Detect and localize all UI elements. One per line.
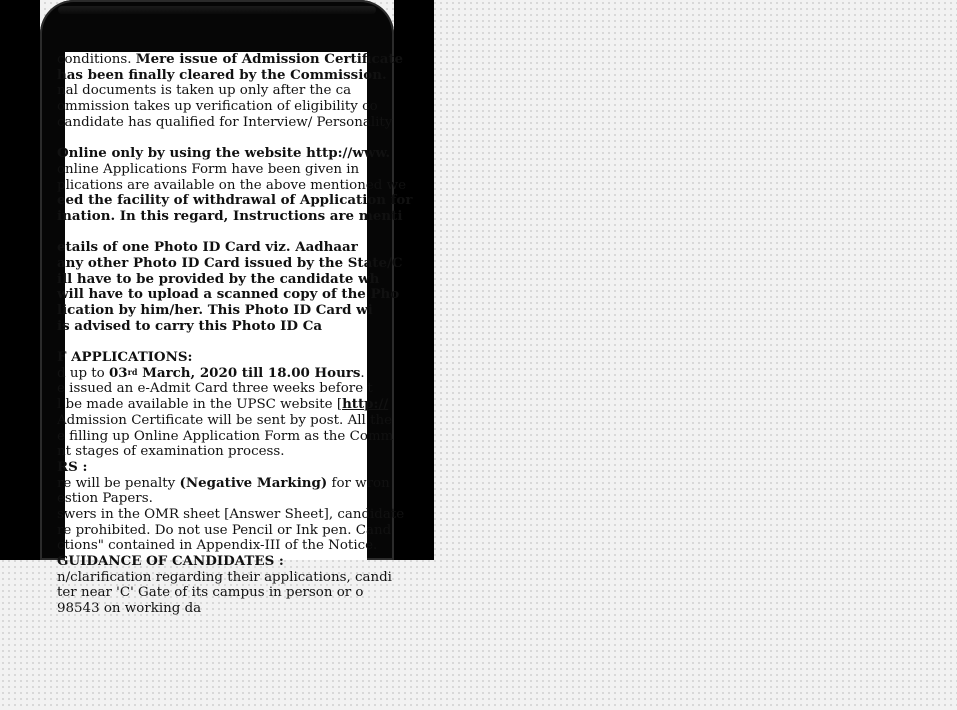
text-run: Mere issue of Admission Certificate bbox=[135, 51, 404, 67]
text-line bbox=[57, 381, 957, 397]
text-line bbox=[57, 162, 957, 178]
text-run: any other Photo ID Card issued by the State/C bbox=[57, 254, 403, 271]
text-run: 98543 on working da bbox=[57, 601, 202, 617]
text-run: e issued an e-Admit Card three weeks before t bbox=[57, 381, 373, 397]
text-line bbox=[57, 209, 957, 225]
text-line bbox=[57, 303, 957, 319]
text-line bbox=[57, 397, 957, 413]
blank-line bbox=[57, 225, 957, 241]
text-line bbox=[57, 460, 957, 476]
text-line bbox=[57, 429, 957, 445]
text-run: Admission Certificate will be sent by post. All the bbox=[57, 412, 392, 428]
text-line bbox=[57, 523, 957, 539]
blank-line bbox=[57, 130, 957, 146]
text-run: is advised to carry this Photo ID Ca bbox=[57, 317, 323, 334]
text-run: plications are available on the above mentioned we bbox=[57, 177, 407, 193]
text-run: will have to upload a scanned copy of the Pho bbox=[57, 286, 400, 303]
text-run: ctions" contained in Appendix-III of the Notice. bbox=[57, 538, 378, 554]
text-run: n/clarification regarding their applications, candi bbox=[57, 569, 392, 585]
text-run: e filling up Online Application Form as the Comm bbox=[57, 428, 394, 444]
text-line bbox=[57, 52, 957, 68]
tablet-screen bbox=[57, 51, 413, 617]
text-run: etails of one Photo ID Card viz. Aadhaar bbox=[57, 239, 358, 256]
text-run: eed the facility of withdrawal of Application for bbox=[57, 192, 413, 209]
text-line bbox=[57, 350, 957, 366]
text-line bbox=[57, 83, 957, 99]
text-line bbox=[57, 366, 957, 382]
text-run: l be made available in the UPSC website [ bbox=[57, 397, 343, 413]
text-line bbox=[57, 193, 957, 209]
text-run: online Applications Form have been given in bbox=[57, 161, 360, 177]
text-run: F APPLICATIONS: bbox=[57, 349, 193, 366]
text-run: nt stages of examination process. bbox=[57, 444, 285, 460]
left-background bbox=[0, 0, 40, 560]
text-line bbox=[57, 146, 957, 162]
text-line bbox=[57, 570, 957, 586]
text-line bbox=[57, 585, 957, 601]
tablet-bezel-highlight bbox=[58, 6, 376, 14]
text-run: March, 2020 till 18.00 Hours bbox=[137, 364, 361, 381]
text-line bbox=[57, 240, 957, 256]
text-line bbox=[57, 115, 957, 131]
text-line bbox=[57, 538, 957, 554]
text-line bbox=[57, 272, 957, 288]
text-run: candidate has qualified for Interview/ Personality bbox=[57, 114, 393, 130]
text-run: ination. In this regard, Instructions are menti bbox=[57, 207, 403, 224]
text-line bbox=[57, 68, 957, 84]
text-line bbox=[57, 178, 957, 194]
text-run: ter near 'C' Gate of its campus in person or o bbox=[57, 585, 364, 601]
text-line bbox=[57, 444, 957, 460]
text-run: ommission takes up verification of eligibility co bbox=[57, 99, 378, 115]
text-line bbox=[57, 507, 957, 523]
text-run: 03 bbox=[108, 364, 128, 381]
text-line bbox=[57, 554, 957, 570]
blank-line bbox=[57, 334, 957, 350]
text-run: estion Papers. bbox=[57, 491, 153, 507]
text-run: RS : bbox=[57, 458, 88, 475]
document-text bbox=[57, 52, 957, 617]
text-line bbox=[57, 99, 957, 115]
text-run: re prohibited. Do not use Pencil or Ink pen. Cand bbox=[57, 522, 392, 538]
text-run: (Negative Marking) bbox=[179, 474, 328, 491]
text-run: http:// bbox=[342, 396, 389, 413]
text-run: for wron bbox=[327, 475, 390, 491]
text-line bbox=[57, 491, 957, 507]
text-run: ill have to be provided by the candidate wh bbox=[57, 270, 380, 287]
text-run: GUIDANCE OF CANDIDATES : bbox=[57, 553, 284, 569]
text-run: re will be penalty bbox=[57, 475, 180, 491]
text-line bbox=[57, 476, 957, 492]
text-run: . bbox=[360, 365, 365, 381]
text-run: Online only by using the website http://www. bbox=[57, 145, 391, 162]
text-line bbox=[57, 413, 957, 429]
text-run: swers in the OMR sheet [Answer Sheet], candidate bbox=[57, 506, 405, 522]
text-line bbox=[57, 601, 957, 617]
text-line bbox=[57, 256, 957, 272]
text-run: conditions. bbox=[57, 52, 136, 67]
text-run: nal documents is taken up only after the ca bbox=[57, 83, 352, 99]
text-run: rd bbox=[127, 366, 138, 377]
text-run: lication by him/her. This Photo ID Card wi bbox=[57, 302, 373, 318]
text-line bbox=[57, 287, 957, 303]
text-line bbox=[57, 319, 957, 335]
text-run: d up to bbox=[57, 365, 109, 381]
text-run: has been finally cleared by the Commission. bbox=[57, 66, 387, 83]
